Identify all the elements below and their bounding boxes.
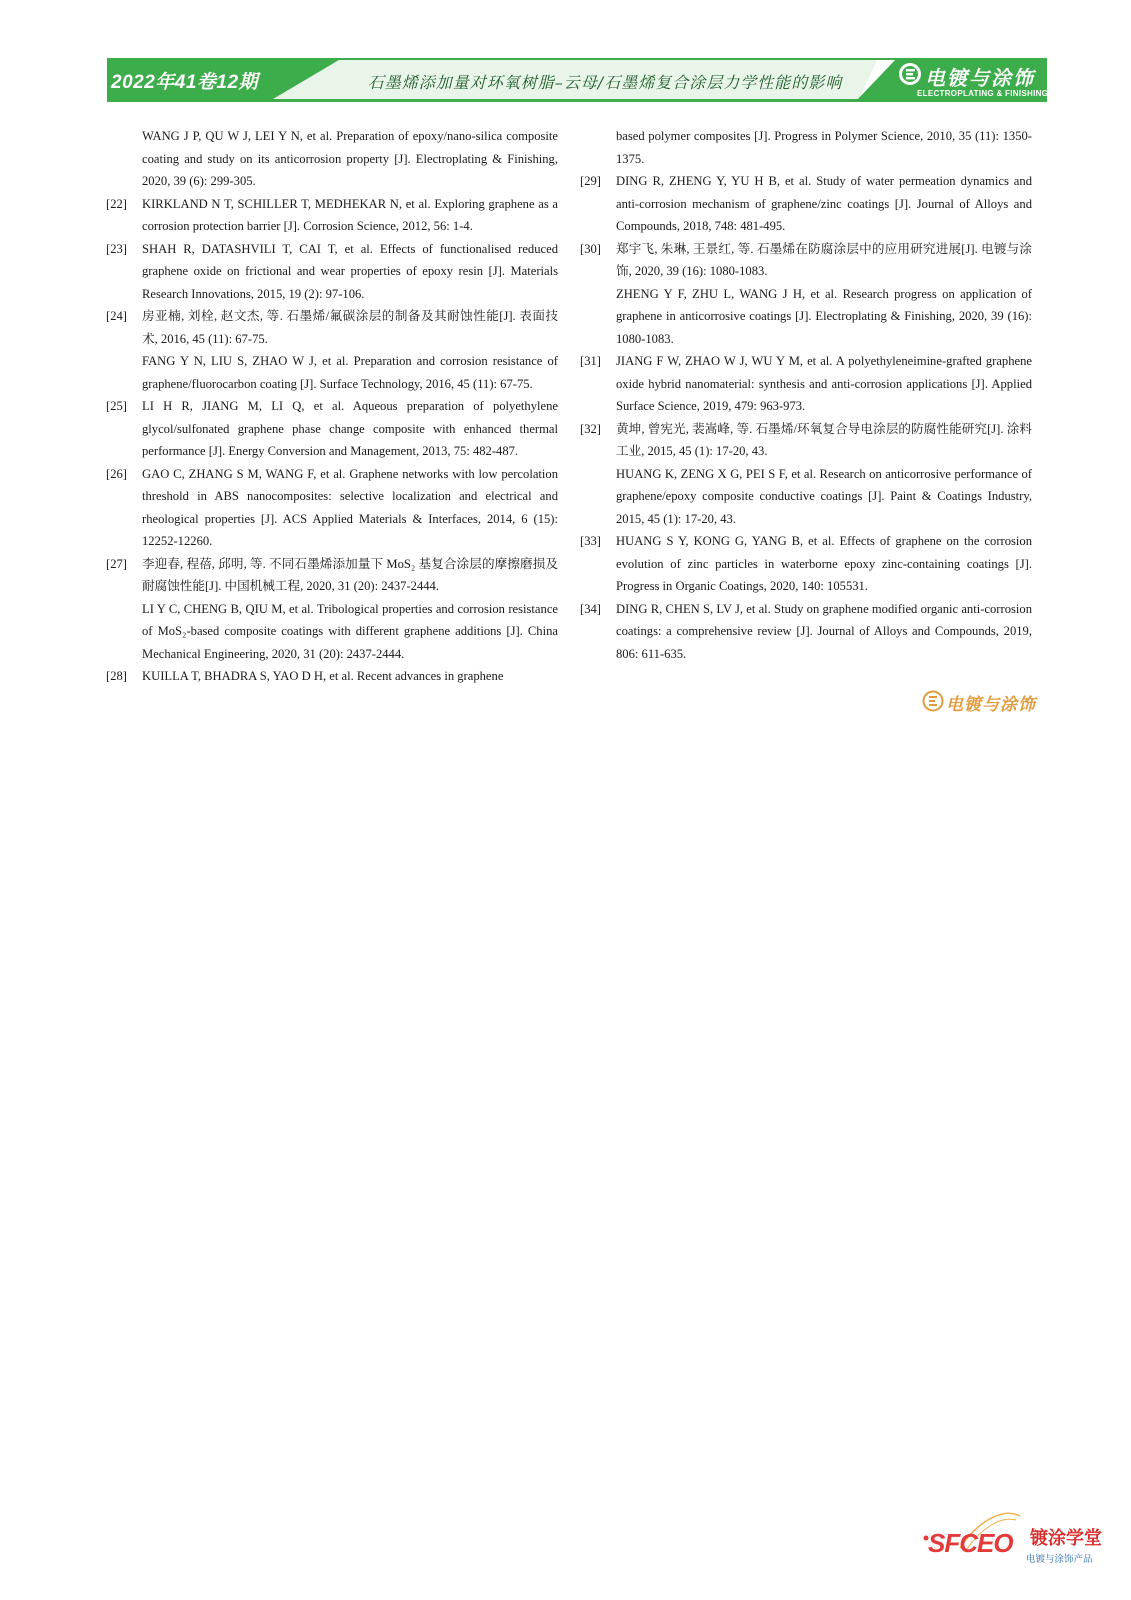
reference-entry (106, 463, 558, 553)
end-logo (922, 688, 1034, 716)
reference-text: 李迎春, 程蓓, 邱明, 等. 不同石墨烯添加量下 MoS₂ 基复合涂层的摩擦磨损及耐腐蚀性能[J]. 中国机械工程, 2020, 31 (20): 2437-2444. (142, 556, 558, 593)
reference-text: WANG J P, QU W J, LEI Y N, et al. Preparation of epoxy/nano-silica composite coating and study on its anticorrosion property [J]. Electroplating & Finishing, 2020, 39 (6): 299-305. (142, 129, 558, 188)
reference-number: [33] (580, 534, 601, 548)
reference-entry (106, 125, 558, 193)
journal-logo (897, 61, 1047, 99)
reference-text: SHAH R, DATASHVILI T, CAI T, et al. Effects of functionalised reduced graphene oxide on frictional and wear properties of epoxy resin [J]. Materials Research Innovations, 2015, 19 (2): 97-106. (142, 241, 558, 301)
reference-entry (580, 170, 1032, 238)
reference-text: KIRKLAND N T, SCHILLER T, MEDHEKAR N, et al. Exploring graphene as a corrosion protection barrier [J]. Corrosion Science, 2012, 56: 1-4. (142, 196, 558, 233)
reference-number: [34] (580, 601, 601, 616)
reference-text: GAO C, ZHANG S M, WANG F, et al. Graphene networks with low percolation threshold in ABS nanocomposites: selective localization and electrical and rheological properties [J]. ACS Applied Materials & Interfaces, 2014, 6 (15): 12252-12260. (142, 466, 558, 548)
reference-number: [27] (106, 556, 127, 571)
reference-text: 郑宇飞, 朱琳, 王景红, 等. 石墨烯在防腐涂层中的应用研究进展[J]. 电镀与涂饰, 2020, 39 (16): 1080-1083. (616, 241, 1032, 278)
reference-entry (580, 598, 1032, 666)
references-left-column (106, 125, 558, 688)
reference-number: [22] (106, 196, 127, 211)
reference-number: [31] (580, 354, 601, 368)
reference-number: [24] (106, 309, 127, 323)
reference-text: 房亚楠, 刘栓, 赵文杰, 等. 石墨烯/氟碳涂层的制备及其耐蚀性能[J]. 表面技术, 2016, 45 (11): 67-75. (142, 309, 558, 346)
reference-number: [28] (106, 669, 127, 683)
reference-text: DING R, ZHENG Y, YU H B, et al. Study of water permeation dynamics and anti-corrosion mechanism of graphene/zinc coatings [J]. Journal of Alloys and Compounds, 2018, 748: 481-495. (616, 174, 1032, 233)
reference-number: [23] (106, 241, 127, 256)
reference-number: [32] (580, 421, 601, 436)
reference-number: [26] (106, 466, 127, 481)
reference-translation: HUANG K, ZENG X G, PEI S F, et al. Research on anticorrosive performance of graphene/epoxy composite conductive coatings [J]. Paint & Coatings Industry, 2015, 45 (1): 17-20, 43. (616, 466, 1032, 526)
reference-entry (580, 350, 1032, 418)
reference-text: HUANG S Y, KONG G, YANG B, et al. Effects of graphene on the corrosion evolution of zinc particles in waterborne epoxy zinc-containing coatings [J]. Progress in Organic Coatings, 2020, 140: 105531. (616, 534, 1032, 593)
reference-entry (580, 530, 1032, 598)
reference-translation: ZHENG Y F, ZHU L, WANG J H, et al. Research progress on application of graphene in anticorrosive coatings [J]. Electroplating & Finishing, 2020, 39 (16): 1080-1083. (616, 286, 1032, 346)
reference-text: KUILLA T, BHADRA S, YAO D H, et al. Recent advances in graphene (142, 669, 504, 683)
issue-label: 2022年41卷12期 (111, 72, 259, 93)
reference-text: JIANG F W, ZHAO W J, WU Y M, et al. A polyethyleneimine-grafted graphene oxide hybrid nanomaterial: synthesis and anti-corrosion applications [J]. Applied Surface Science, 2019, 479: 963-973. (616, 354, 1032, 413)
corner-sub: 电镀与涂饰产品 (1026, 1554, 1093, 1565)
reference-text: based polymer composites [J]. Progress in Polymer Science, 2010, 35 (11): 1350-1375. (616, 129, 1032, 166)
journal-logo-cn: 电镀与涂饰 (925, 66, 1035, 90)
reference-entry (106, 238, 558, 306)
reference-entry (106, 395, 558, 463)
reference-entry (106, 665, 558, 688)
reference-entry (580, 125, 1032, 170)
reference-translation: FANG Y N, LIU S, ZHAO W J, et al. Preparation and corrosion resistance of graphene/fluorocarbon coating [J]. Surface Technology, 2016, 45 (11): 67-75. (142, 354, 558, 391)
reference-number: [25] (106, 399, 127, 413)
reference-translation: LI Y C, CHENG B, QIU M, et al. Tribological properties and corrosion resistance of MoS₂-based composite coatings with different graphene additions [J]. China Mechanical Engineering, 2020, 31 (20): 2437-2444. (142, 601, 558, 661)
reference-entry (106, 305, 558, 350)
reference-number (106, 125, 142, 193)
corner-watermark (920, 1508, 1125, 1594)
reference-entry (580, 418, 1032, 463)
reference-number: [29] (580, 174, 601, 188)
reference-entry (580, 238, 1032, 283)
reference-number (580, 125, 616, 170)
reference-text: DING R, CHEN S, LV J, et al. Study on graphene modified organic anti-corrosion coatings: a comprehensive review [J]. Journal of Alloys and Compounds, 2019, 806: 611-635. (616, 601, 1032, 661)
reference-text: LI H R, JIANG M, LI Q, et al. Aqueous preparation of polyethylene glycol/sulfonated graphene phase change composite with enhanced thermal performance [J]. Energy Conversion and Management, 2013, 75: 482-487. (142, 399, 558, 458)
references-right-column (580, 125, 1032, 665)
journal-logo-en: ELECTROPLATING & FINISHING (917, 89, 1049, 98)
corner-cn: 镀涂学堂 (1030, 1528, 1102, 1549)
journal-logo-icon (897, 61, 923, 87)
reference-number: [30] (580, 241, 601, 256)
reference-entry (106, 553, 558, 598)
page-header (107, 58, 1047, 102)
reference-text: 黄坤, 曾宪光, 裴嵩峰, 等. 石墨烯/环氧复合导电涂层的防腐性能研究[J]. 涂料工业, 2015, 45 (1): 17-20, 43. (616, 421, 1032, 458)
end-logo-text: 电镀与涂饰 (946, 695, 1036, 715)
corner-brand: SFCEO (928, 1528, 1013, 1558)
reference-entry (106, 193, 558, 238)
running-title: 石墨烯添加量对环氧树脂–云母/石墨烯复合涂层力学性能的影响 (367, 73, 843, 92)
end-logo-icon (922, 690, 944, 712)
